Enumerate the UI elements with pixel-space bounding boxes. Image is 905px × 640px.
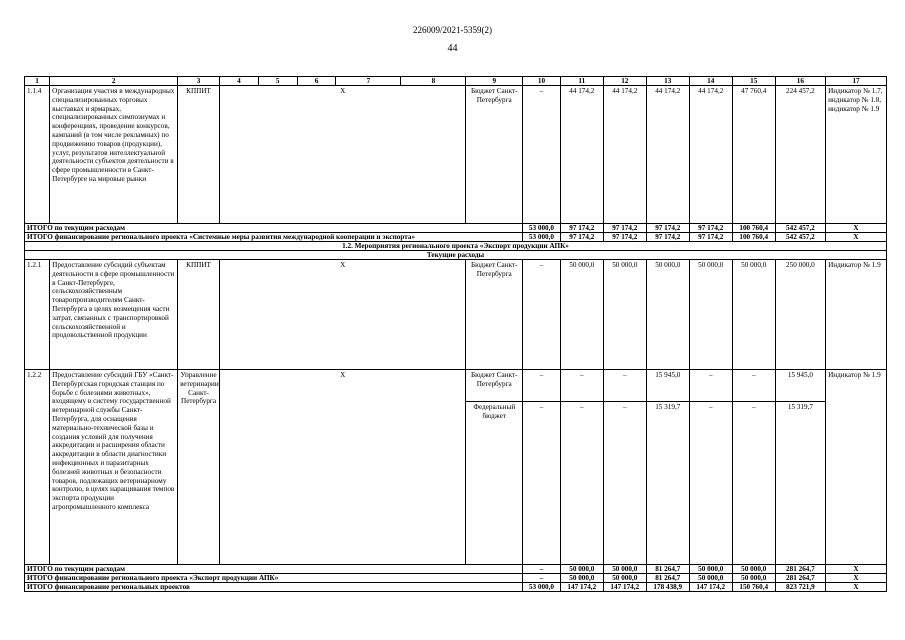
document-number: 226009/2021-5359(2) <box>413 25 492 35</box>
value-cell: 224 457,2 <box>775 86 825 224</box>
value-cell: 50 000,0 <box>603 260 646 370</box>
value-cell: 50 000,0 <box>603 565 646 574</box>
value-cell: – <box>523 260 561 370</box>
value-cell: 44 174,2 <box>560 86 603 224</box>
value-cell: 50 000,0 <box>560 565 603 574</box>
x-mark: Х <box>826 583 887 592</box>
row-number: 1.2.1 <box>25 260 50 370</box>
value-cell: 50 000,0 <box>689 574 732 583</box>
row-number: 1.1.4 <box>25 86 50 224</box>
value-cell: 542 457,2 <box>775 233 825 242</box>
col-header: 7 <box>336 77 401 86</box>
col-header: 10 <box>523 77 561 86</box>
col-header: 8 <box>401 77 466 86</box>
value-cell: 97 174,2 <box>689 233 732 242</box>
total-label: ИТОГО финансирование регионального проекта «Системные меры развития международной кооперации и экспорта» <box>25 233 523 242</box>
indicator: Индикатор № 1.9 <box>826 260 887 370</box>
value-cell: 50 000,0 <box>689 260 732 370</box>
total-row <box>25 583 887 592</box>
col-header: 9 <box>466 77 523 86</box>
total-label: ИТОГО финансирование регионального проекта «Экспорт продукции АПК» <box>25 574 523 583</box>
indicator: Индикатор № 1.7, индикатор № 1.8, индикатор № 1.9 <box>826 86 887 224</box>
value-cell: – <box>523 402 561 565</box>
page-number: 44 <box>447 43 458 54</box>
total-row <box>25 565 887 574</box>
value-cell: 97 174,2 <box>560 224 603 233</box>
indicator: Индикатор № 1.9 <box>826 370 887 565</box>
value-cell: 44 174,2 <box>646 86 689 224</box>
value-cell: 97 174,2 <box>560 233 603 242</box>
total-row <box>25 233 887 242</box>
value-cell: – <box>523 565 561 574</box>
value-cell: 15 319,7 <box>775 402 825 565</box>
section-row <box>25 242 887 251</box>
value-cell: 50 000,0 <box>732 260 775 370</box>
col-header: 3 <box>178 77 220 86</box>
value-cell: – <box>560 370 603 402</box>
value-cell: 542 457,2 <box>775 224 825 233</box>
funding-source: Бюджет Санкт-Петербурга <box>466 260 523 370</box>
x-mark: Х <box>826 565 887 574</box>
value-cell: – <box>523 86 561 224</box>
value-cell: – <box>732 370 775 402</box>
value-cell: 44 174,2 <box>689 86 732 224</box>
col-header: 13 <box>646 77 689 86</box>
row-number: 1.2.2 <box>25 370 50 565</box>
value-cell: 15 319,7 <box>646 402 689 565</box>
executor: КППИТ <box>178 86 220 224</box>
value-cell: 147 174,2 <box>560 583 603 592</box>
value-cell: 281 264,7 <box>775 574 825 583</box>
col-header: 16 <box>775 77 825 86</box>
total-label: ИТОГО по текущим расходам <box>25 224 523 233</box>
col-header: 11 <box>560 77 603 86</box>
col-header: 1 <box>25 77 50 86</box>
section-title: 1.2. Мероприятия регионального проекта «Экспорт продукции АПК» <box>25 242 887 251</box>
value-cell: 53 000,0 <box>523 224 561 233</box>
value-cell: – <box>603 370 646 402</box>
value-cell: 50 000,0 <box>603 574 646 583</box>
value-cell: 100 760,4 <box>732 233 775 242</box>
value-cell: 97 174,2 <box>603 233 646 242</box>
value-cell: 97 174,2 <box>646 233 689 242</box>
value-cell: 47 760,4 <box>732 86 775 224</box>
funding-source: Федеральный бюджет <box>466 402 523 565</box>
value-cell: 150 760,4 <box>732 583 775 592</box>
x-mark: Х <box>826 574 887 583</box>
total-row <box>25 574 887 583</box>
x-mark: Х <box>220 260 466 370</box>
value-cell: 281 264,7 <box>775 565 825 574</box>
financing-table <box>24 76 887 592</box>
value-cell: 50 000,0 <box>560 574 603 583</box>
value-cell: 50 000,0 <box>732 574 775 583</box>
x-mark: Х <box>220 370 466 565</box>
value-cell: – <box>523 370 561 402</box>
value-cell: – <box>689 402 732 565</box>
value-cell: 100 760,4 <box>732 224 775 233</box>
activity-name: Организация участия в международных специализированных торговых выставках и ярмарках, специализированных симпозиумах и конференциях, проведение конкурсов, кампаний (в том числе рекламных) по продвижению товаров (продукции), услуг, результатов интеллектуальной деятельности субъектов деятельности в сфере промышленности в Санкт-Петербурге на мировые рынки <box>50 86 178 224</box>
value-cell: 147 174,2 <box>689 583 732 592</box>
value-cell: 53 000,0 <box>523 233 561 242</box>
table-row <box>25 260 887 370</box>
value-cell: 50 000,0 <box>689 565 732 574</box>
value-cell: 44 174,2 <box>603 86 646 224</box>
value-cell: 250 000,0 <box>775 260 825 370</box>
funding-source: Бюджет Санкт-Петербурга <box>466 86 523 224</box>
col-header: 6 <box>297 77 336 86</box>
value-cell: – <box>732 402 775 565</box>
total-label: ИТОГО по текущим расходам <box>25 565 523 574</box>
value-cell: 81 264,7 <box>646 565 689 574</box>
activity-name: Предоставление субсидий субъектам деятельности в сфере промышленности в Санкт-Петербурге, сельскохозяйственным товаропроизводителям Санкт-Петербурга в целях возмещения части затрат, связанных с транспортировкой сельскохозяйственной и продовольственной продукции <box>50 260 178 370</box>
total-row <box>25 224 887 233</box>
col-header: 2 <box>50 77 178 86</box>
value-cell: – <box>689 370 732 402</box>
value-cell: 53 000,0 <box>523 583 561 592</box>
col-header: 17 <box>826 77 887 86</box>
value-cell: 15 945,0 <box>775 370 825 402</box>
value-cell: – <box>523 574 561 583</box>
value-cell: 50 000,0 <box>560 260 603 370</box>
table-row <box>25 370 887 402</box>
value-cell: 15 945,0 <box>646 370 689 402</box>
activity-name: Предоставление субсидий ГБУ «Санкт-Петербургская городская станция по борьбе с болезнями животных», входящему в систему государственной ветеринарной службы Санкт-Петербурга, для оснащения материально-технической базы и создания условий для получения аккредитации и расширения области аккредитации в области диагностики инфекционных и паразитарных болезней животных и безопасности товаров, подлежащих ветеринарному контролю, в целях наращивания темпов экспорта продукции агропромышленного комплекса <box>50 370 178 565</box>
value-cell: – <box>603 402 646 565</box>
value-cell: 50 000,0 <box>646 260 689 370</box>
col-header: 4 <box>220 77 259 86</box>
x-mark: Х <box>220 86 466 224</box>
value-cell: 147 174,2 <box>603 583 646 592</box>
value-cell: 97 174,2 <box>689 224 732 233</box>
value-cell: 97 174,2 <box>603 224 646 233</box>
value-cell: 823 721,9 <box>775 583 825 592</box>
col-header: 14 <box>689 77 732 86</box>
value-cell: 178 438,9 <box>646 583 689 592</box>
value-cell: – <box>560 402 603 565</box>
column-number-row <box>25 77 887 86</box>
col-header: 5 <box>258 77 297 86</box>
value-cell: 97 174,2 <box>646 224 689 233</box>
total-label: ИТОГО финансирование региональных проектов <box>25 583 523 592</box>
funding-source: Бюджет Санкт-Петербурга <box>466 370 523 402</box>
executor: КППИТ <box>178 260 220 370</box>
table-row <box>25 86 887 224</box>
executor: Управление ветеринарии Санкт-Петербурга <box>178 370 220 565</box>
subsection-row <box>25 251 887 260</box>
col-header: 12 <box>603 77 646 86</box>
value-cell: 81 264,7 <box>646 574 689 583</box>
value-cell: 50 000,0 <box>732 565 775 574</box>
col-header: 15 <box>732 77 775 86</box>
subsection-title: Текущие расходы <box>25 251 887 260</box>
x-mark: Х <box>826 233 887 242</box>
x-mark: Х <box>826 224 887 233</box>
